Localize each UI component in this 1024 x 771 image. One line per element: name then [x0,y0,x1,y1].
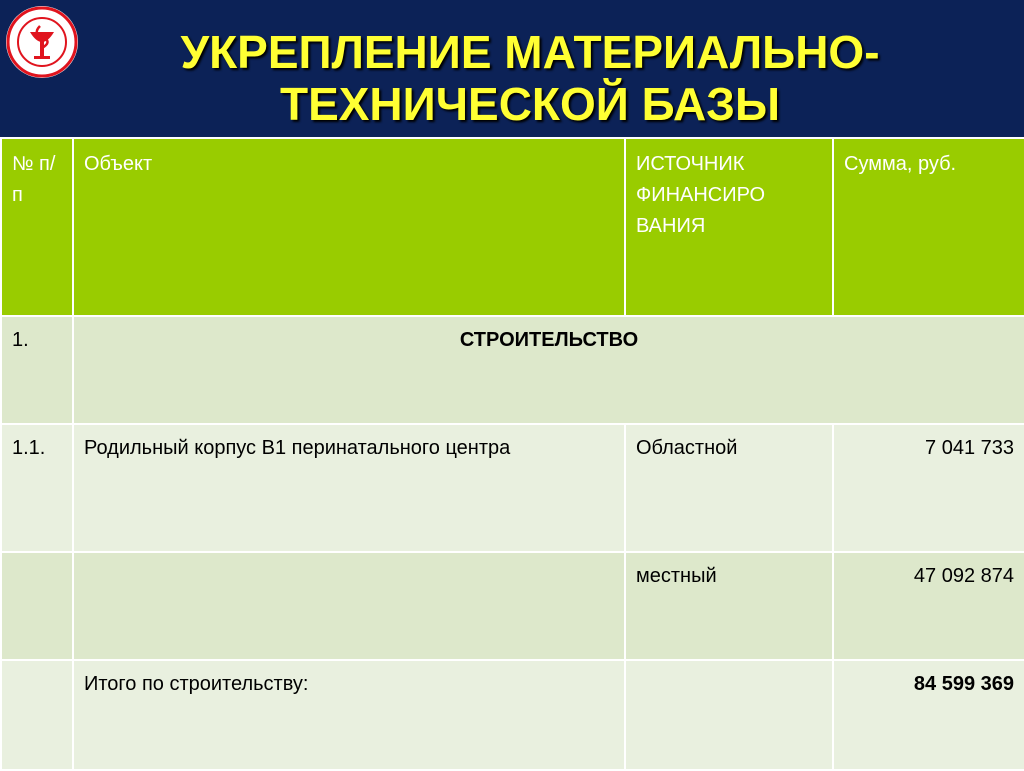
section-num: 1. [1,316,73,424]
header-amount: Сумма, руб. [833,138,1024,316]
total-source [625,660,833,770]
total-amount: 84 599 369 [833,660,1024,770]
section-row [1,316,1024,424]
header-object: Объект [73,138,625,316]
slide-title-line2: ТЕХНИЧЕСКОЙ БАЗЫ [279,78,781,130]
row-object [73,552,625,660]
row-source: местный [625,552,833,660]
row-source: Областной [625,424,833,552]
header-num: № п/п [1,138,73,316]
table-row [1,424,1024,552]
slide-title [90,26,970,130]
table-row [1,552,1024,660]
row-amount: 7 041 733 [833,424,1024,552]
row-num: 1.1. [1,424,73,552]
total-row [1,660,1024,770]
row-num [1,552,73,660]
total-label: Итого по строительству: [73,660,625,770]
row-object: Родильный корпус В1 перинатального центра [73,424,625,552]
section-label: СТРОИТЕЛЬСТВО [73,316,1024,424]
total-num [1,660,73,770]
row-amount: 47 092 874 [833,552,1024,660]
table-header-row [1,138,1024,316]
funding-table [0,137,1024,771]
bowl-of-hygieia-icon [4,4,80,80]
slide-header [0,0,1024,137]
slide-title-line1: УКРЕПЛЕНИЕ МАТЕРИАЛЬНО- [180,26,880,78]
header-source: ИСТОЧНИК ФИНАНСИРО ВАНИЯ [625,138,833,316]
